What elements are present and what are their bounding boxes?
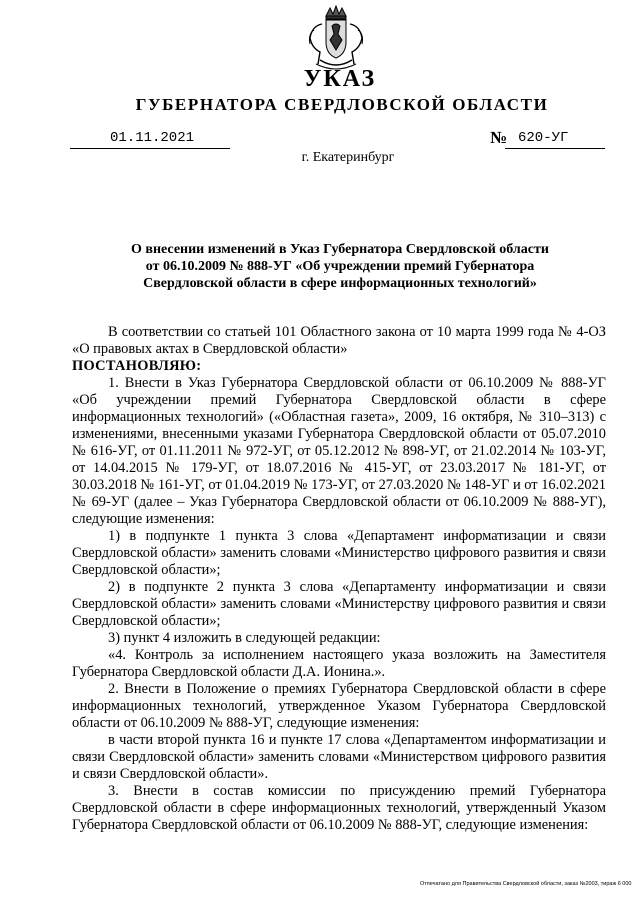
title-line: от 06.10.2009 № 888-УГ «Об учреждении премий Губернатора [145, 259, 535, 274]
paragraph: 3) пункт 4 изложить в следующей редакции: [108, 630, 381, 646]
title-line: Свердловской области в сфере информационных технологий» [143, 276, 537, 291]
print-footer: Отпечатано для Правительства Свердловской области, заказ №2003, тираж 6 000 [420, 881, 632, 887]
document-body [72, 324, 606, 834]
title-line: О внесении изменений в Указ Губернатора Свердловской области [131, 242, 549, 257]
document-title [60, 241, 620, 292]
paragraph: «4. Контроль за исполнением настоящего указа возложить на Заместителя Губернатора Свердловской области Д.А. Ионина.». [72, 647, 606, 680]
number-underline [505, 148, 605, 149]
document-number: 620-УГ [518, 130, 569, 146]
city-name: г. Екатеринбург [301, 150, 395, 165]
document-date: 01.11.2021 [110, 130, 195, 146]
paragraph: 1) в подпункте 1 пункта 3 слова «Департамент информатизации и связи Свердловской области» заменить словами «Министерство цифрового развития и связи Свердловской области»; [72, 528, 606, 578]
paragraph: 2. Внести в Положение о премиях Губернатора Свердловской области в сфере информационных технологий, утвержденное Указом Губернатора Свердловской области от 06.10.2009 № 888-УГ, следующие изменения: [72, 681, 606, 731]
coat-of-arms-icon [300, 4, 372, 72]
paragraph: 3. Внести в состав комиссии по присуждению премий Губернатора Свердловской области в сфере информационных технологий, утвержденный Указом Губернатора Свердловской области от 06.10.2009 № 888-УГ, следующие изменения: [72, 783, 606, 833]
paragraph: в части второй пункта 16 и пункте 17 слова «Департаментом информатизации и связи Свердловской области» заменить словами «Министерством цифрового развития и связи Свердловской области». [72, 732, 606, 782]
number-sign: № [490, 128, 508, 147]
paragraph: 1. Внести в Указ Губернатора Свердловской области от 06.10.2009 № 888-УГ «Об учреждении премий Губернатора Свердловской области в сфере информационных технологий» («Областная газета», 2009, 16 октября, № 310–313) с изменениями, внесенными указами Губернатора Свердловской области от 05.07.2010 № 616-УГ, от 01.11.2011 № 972-УГ, от 05.12.2012 № 898-УГ, от 21.02.2014 № 103-УГ, от 14.04.2015 № 179-УГ, от 18.07.2016 № 415-УГ, от 23.03.2017 № 181-УГ, от 30.03.2018 № 161-УГ, от 01.04.2019 № 173-УГ, от 27.03.2020 № 148-УГ и от 16.02.2021 № 69-УГ (далее – Указ Губернатора Свердловской области от 06.10.2009 № 888-УГ), следующие изменения: [72, 375, 606, 527]
date-underline [70, 148, 230, 149]
decree-word: ПОСТАНОВЛЯЮ: [72, 358, 202, 374]
document-type: УКАЗ [303, 66, 377, 92]
paragraph: 2) в подпункте 2 пункта 3 слова «Департаменту информатизации и связи Свердловской области» заменить словами «Министерству цифрового развития и связи Свердловской области»; [72, 579, 606, 629]
preamble: В соответствии со статьей 101 Областного закона от 10 марта 1999 года № 4-ОЗ «О правовых актах в Свердловской области» [72, 324, 606, 357]
issuing-authority: ГУБЕРНАТОРА СВЕРДЛОВСКОЙ ОБЛАСТИ [135, 95, 549, 114]
